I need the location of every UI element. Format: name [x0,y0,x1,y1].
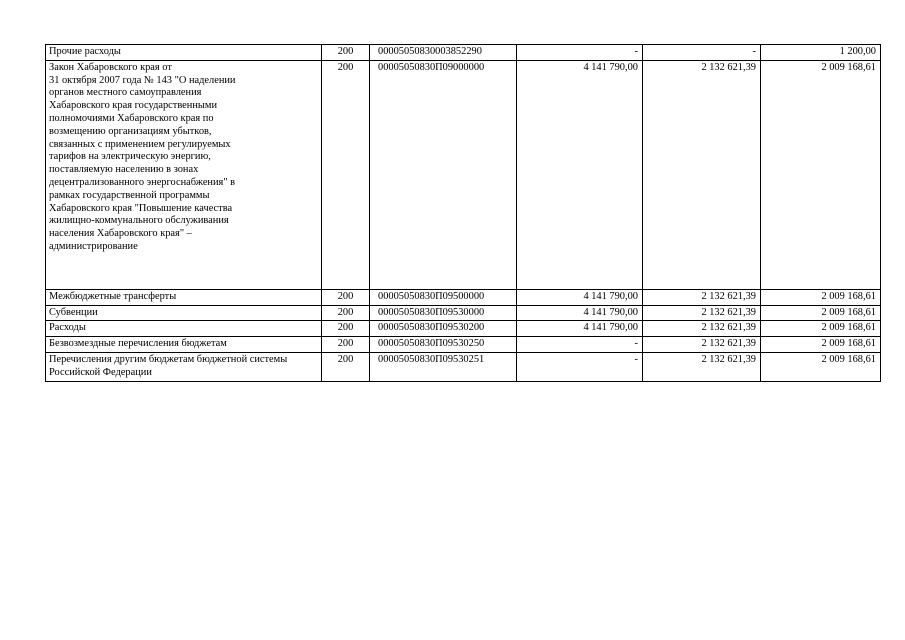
budget-classification-code-cell: 00005050830П09530250 [370,337,517,353]
unexecuted-amount-cell: 2 009 168,61 [761,352,881,381]
executed-amount-cell: 2 132 621,39 [643,289,761,305]
executed-amount-cell: 2 132 621,39 [643,60,761,289]
budget-expenses-table [45,44,881,382]
executed-amount-cell: 2 132 621,39 [643,352,761,381]
budget-classification-code-cell: 00005050830П09530000 [370,305,517,321]
row-name-cell: Прочие расходы [46,45,322,61]
line-code-cell: 200 [322,337,370,353]
budget-classification-code-cell: 00005050830П09500000 [370,289,517,305]
line-code-cell: 200 [322,45,370,61]
approved-amount-cell: 4 141 790,00 [517,305,643,321]
budget-execution-sheet [45,44,880,382]
executed-amount-cell: 2 132 621,39 [643,321,761,337]
executed-amount-cell: 2 132 621,39 [643,305,761,321]
approved-amount-cell: - [517,352,643,381]
executed-amount-cell: - [643,45,761,61]
executed-amount-cell: 2 132 621,39 [643,337,761,353]
table-row [46,45,881,61]
table-row [46,289,881,305]
unexecuted-amount-cell: 2 009 168,61 [761,305,881,321]
unexecuted-amount-cell: 2 009 168,61 [761,60,881,289]
unexecuted-amount-cell: 2 009 168,61 [761,321,881,337]
unexecuted-amount-cell: 2 009 168,61 [761,289,881,305]
table-row [46,337,881,353]
table-row [46,305,881,321]
row-name-cell: Безвозмездные перечисления бюджетам [46,337,322,353]
approved-amount-cell: - [517,45,643,61]
budget-classification-code-cell: 00005050830П09530200 [370,321,517,337]
budget-classification-code-cell: 00005050830003852290 [370,45,517,61]
line-code-cell: 200 [322,352,370,381]
row-name-cell: Субвенции [46,305,322,321]
table-row [46,321,881,337]
line-code-cell: 200 [322,289,370,305]
row-name-cell: Перечисления другим бюджетам бюджетной системы Российской Федерации [46,352,322,381]
row-name-cell: Расходы [46,321,322,337]
unexecuted-amount-cell: 2 009 168,61 [761,337,881,353]
budget-classification-code-cell: 00005050830П09530251 [370,352,517,381]
approved-amount-cell: 4 141 790,00 [517,321,643,337]
table-row [46,352,881,381]
row-name-cell: Межбюджетные трансферты [46,289,322,305]
approved-amount-cell: - [517,337,643,353]
approved-amount-cell: 4 141 790,00 [517,289,643,305]
line-code-cell: 200 [322,305,370,321]
table-row [46,60,881,289]
line-code-cell: 200 [322,321,370,337]
approved-amount-cell: 4 141 790,00 [517,60,643,289]
row-name-cell: Закон Хабаровского края от 31 октября 2007 года № 143 "О наделении органов местного самоуправления Хабаровского края государственными полномочиями Хабаровского края по возмещению организациям убытков, связанных с применением регулируемых тарифов на электрическую энергию, поставляемую населению в зонах децентрализованного энергоснабжения" в рамках государственной программы Хабаровского края "Повышение качества жилищно-коммунального обслуживания населения Хабаровского края" – администрирование [46,60,322,289]
unexecuted-amount-cell: 1 200,00 [761,45,881,61]
budget-classification-code-cell: 00005050830П09000000 [370,60,517,289]
line-code-cell: 200 [322,60,370,289]
